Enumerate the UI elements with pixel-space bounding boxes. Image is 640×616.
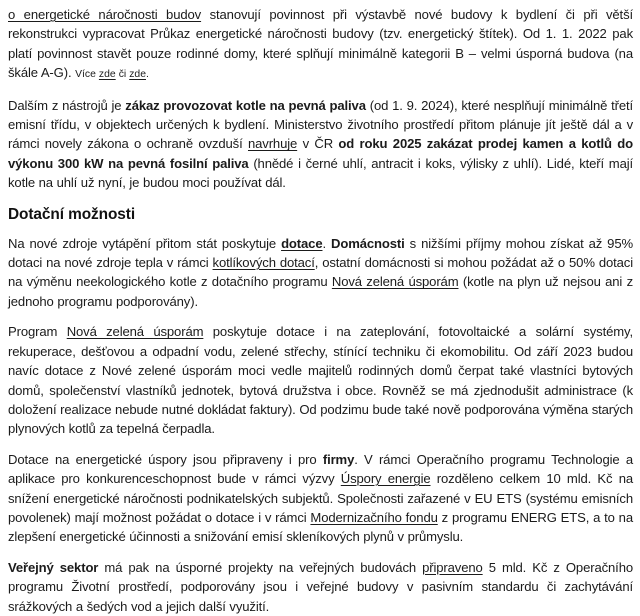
paragraph-3-segment-1: Na nové zdroje vytápění přitom stát poskytuje	[8, 235, 282, 251]
emphasis-2025-sale-ban: od roku 2025 zakázat prodej kamen a kotlů do výkonu 300 kW na pevná fosilní paliva	[8, 136, 633, 171]
link-pripraveno[interactable]: připraveno	[422, 559, 483, 575]
paragraph-2-segment-4: (hnědé i černé uhlí, antracit i koks, výlisky z uhlí). Lidé, kteří mají kotle na uhlí už nyní, je budou moci používat dál.	[8, 155, 633, 191]
paragraph-solid-fuel-ban	[8, 96, 633, 193]
paragraph-nova-zelena-usporam	[8, 322, 633, 438]
emphasis-households: Domácnosti	[331, 235, 405, 251]
paragraph-3-segment-2: .	[322, 235, 332, 251]
paragraph-5-segment-2: . V rámci Operačního programu Technologie a aplikace pro konkurenceschopnost bude v rámci výzvy	[8, 451, 633, 487]
link-modernizacni-fond[interactable]: Modernizačního fondu	[310, 509, 438, 525]
paragraph-subsidies-households	[8, 234, 633, 312]
more-info-prefix: Více	[75, 69, 99, 81]
link-nova-zelena-usporam-2[interactable]: Nová zelená úsporám	[66, 324, 204, 340]
paragraph-6-segment-1: má pak na úsporné projekty na veřejných budovách	[98, 559, 423, 575]
paragraph-4-segment-2: poskytuje dotace i na zateplování, fotovoltaické a solární systémy, rekuperace, dešťovou a odpadní vodu, zelené střechy, stínící techniku či ekomobilitu. Od září 2023 budou navíc dotace z Nové zelené úsporám moci vedle majitelů rodinných domů čerpat také vlastníci bytových domů, společenství vlastníků jednotek, bytová družstva i obce. Rovněž se má zjednodušit administrace (k doložení realizace nebude nutné dokládat faktury). Od podzimu bude také nově podporována výměna starých plynových kotlů za tepelná čerpadla.	[8, 324, 633, 437]
paragraph-2-segment-1: Dalším z nástrojů je	[8, 97, 126, 113]
paragraph-6-segment-2: 5 mld. Kč z Operačního programu Životní prostředí, podporovány jsou i veřejné budovy v pasivním standardu či zachytávání srážkových a šedých vod a jejich další využití.	[8, 559, 633, 614]
link-kotlikove-dotace[interactable]: kotlíkových dotací	[212, 255, 315, 271]
paragraph-energy-performance	[8, 5, 633, 85]
link-nova-zelena-usporam-1[interactable]: Nová zelená úsporám	[331, 274, 459, 290]
paragraph-5-segment-1: Dotace na energetické úspory jsou připraveny i pro	[8, 451, 323, 467]
link-uspory-energie[interactable]: Úspory energie	[340, 471, 431, 487]
paragraph-5-segment-3: rozděleno celkem 10 mld. Kč na snížení energetické náročnosti podnikatelských subjektů. Společnosti zařazené v EU ETS (systému emisních povolenek) mají možnost požádat o dotace i v rámci	[8, 471, 633, 525]
paragraph-public-sector	[8, 558, 633, 616]
paragraph-5-segment-4: z programu ENERG ETS, a to na zlepšení energetické účinnosti a snižování emisí skleníkových plynů v průmyslu.	[8, 509, 633, 545]
emphasis-solid-fuel-boiler-ban: zákaz provozovat kotle na pevná paliva	[125, 97, 366, 113]
link-energy-performance-of-buildings[interactable]: o energetické náročnosti budov	[8, 7, 202, 22]
paragraph-3-segment-5: (kotle na plyn už nejsou ani z jednoho programu podporovány).	[8, 274, 633, 309]
article-body	[0, 5, 640, 616]
paragraph-2-segment-2: (od 1. 9. 2024), které nesplňují minimálně třetí emisní třídu, v objektech určených k bydlení. Ministerstvo životního prostředí přitom plánuje jít ještě dál a v rámci novely zákona o ochraně ovzduší	[8, 97, 634, 152]
link-more-here-2[interactable]: zde	[129, 69, 146, 81]
section-heading-subsidy-options: Dotační možnosti	[8, 205, 136, 223]
more-info-suffix: .	[145, 69, 149, 81]
paragraph-3-segment-4: , ostatní domácnosti si mohou požádat až o 50% dotaci na výměnu neekologického kotle z dotačního programu	[8, 255, 633, 290]
link-more-here-1[interactable]: zde	[98, 69, 116, 81]
paragraph-1-text: stanovují povinnost při výstavbě nové budovy k bydlení či při větší rekonstrukci vypracovat Průkaz energetické náročnosti budovy (tzv. energetický štítek). Od 1. 1. 2022 pak platí povinnost stavět pouze rodinné domy, které splňují minimálně kategorii B – velmi úsporná budova (na škále A-G).	[8, 7, 633, 81]
paragraph-business-subsidies	[8, 450, 633, 547]
emphasis-public-sector: Veřejný sektor	[8, 559, 99, 575]
link-navrhuje[interactable]: navrhuje	[247, 136, 298, 152]
more-info-note	[75, 69, 149, 80]
paragraph-3-segment-3: s nižšími příjmy mohou získat až 95% dotaci na nové zdroje tepla v rámci	[8, 235, 634, 271]
paragraph-2-segment-3: v ČR	[297, 136, 339, 152]
paragraph-4-segment-1: Program	[8, 324, 67, 340]
emphasis-firms: firmy	[322, 451, 355, 467]
link-dotace[interactable]: dotace	[281, 235, 323, 251]
more-info-separator: či	[115, 69, 130, 81]
